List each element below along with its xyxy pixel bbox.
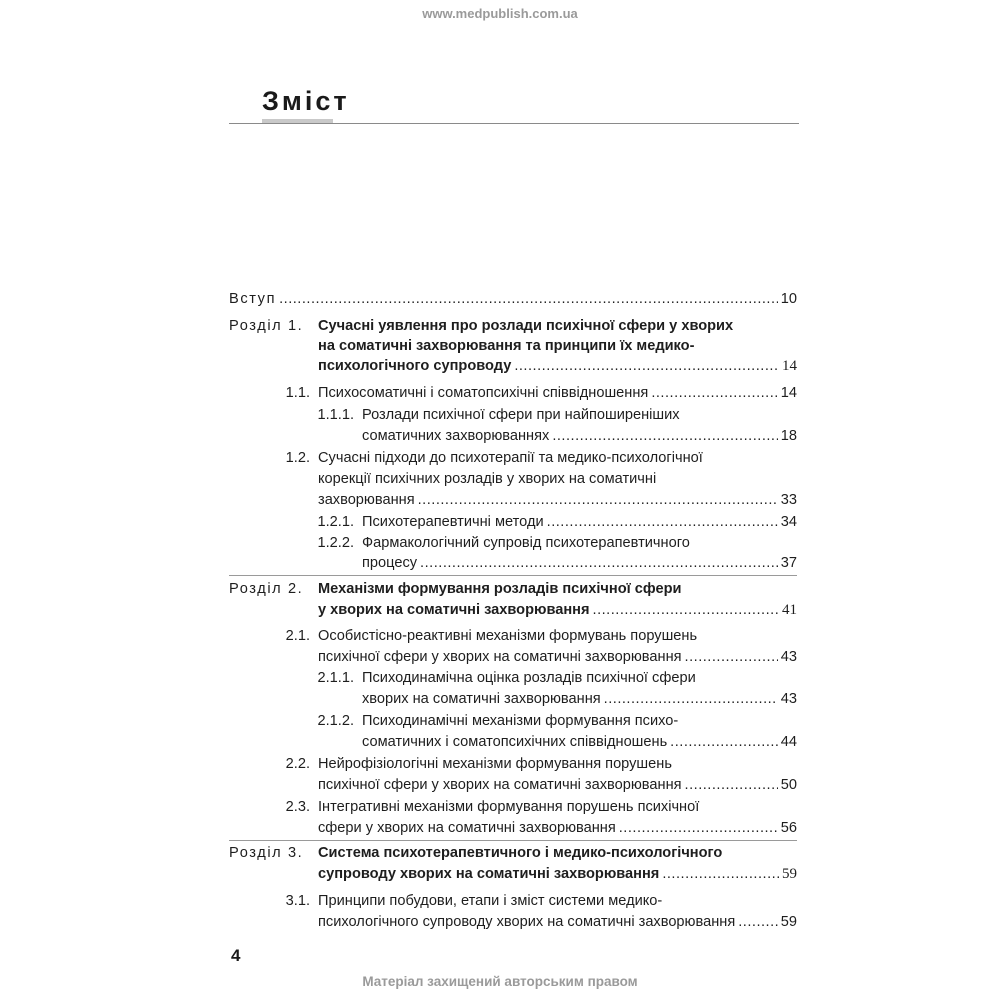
dot-leader [670, 732, 778, 752]
dot-leader [619, 818, 778, 838]
dot-leader [279, 289, 778, 309]
section-title-line: Механізми формування розладів психічної сфери [318, 581, 682, 597]
toc-entry [318, 775, 797, 795]
toc-intro-label: Вступ [229, 291, 277, 307]
toc-entry [318, 490, 797, 510]
dot-leader [604, 689, 778, 709]
toc-page: 37 [780, 555, 797, 571]
section-title-last-line [318, 864, 797, 884]
entry-text: Психотерапевтичні методи [362, 514, 544, 530]
toc-entry [362, 426, 797, 446]
dot-leader [593, 600, 779, 620]
entry-text: психологічного супроводу хворих на соматичні захворювання [318, 914, 736, 930]
toc-page: 33 [780, 492, 797, 508]
toc-entry [362, 689, 797, 709]
section-title-line: Система психотерапевтичного і медико-психологічного [318, 845, 723, 861]
entry-number: 1.2.1. [317, 514, 354, 530]
entry-text: Психодинамічні механізми формування психо- [362, 713, 679, 729]
entry-text: Нейрофізіологічні механізми формування порушень [318, 756, 672, 772]
entry-text: сфери у хворих на соматичні захворювання [318, 820, 616, 836]
entry-text: захворювання [318, 492, 415, 508]
site-url: www.medpublish.com.ua [422, 6, 578, 21]
dot-leader [685, 647, 778, 667]
entry-number: 1.1. [285, 385, 310, 401]
dot-leader [662, 864, 779, 884]
toc-entry [318, 818, 797, 838]
toc-entry [318, 912, 797, 932]
entry-text: Психосоматичні і соматопсихічні співвідношення [318, 385, 649, 401]
toc-page: 56 [780, 820, 797, 836]
section-title-last-line [318, 600, 797, 620]
toc-entry [362, 732, 797, 752]
page-number: 4 [231, 946, 241, 965]
copyright-notice: Матеріал захищений авторським правом [362, 974, 638, 989]
dot-leader [547, 512, 778, 532]
toc-page: 14 [780, 385, 797, 401]
entry-text: Психодинамічна оцінка розладів психічної сфери [362, 670, 696, 686]
toc-page: 14 [782, 358, 797, 374]
entry-text: Принципи побудови, етапи і зміст системи медико- [318, 893, 663, 909]
toc-page: 44 [780, 734, 797, 750]
toc-page: 41 [782, 602, 797, 618]
entry-text: Фармакологічний супровід психотерапевтичного [362, 535, 690, 551]
toc-page: 18 [780, 428, 797, 444]
toc-intro [229, 289, 797, 309]
entry-text: соматичних захворюваннях [362, 428, 550, 444]
entry-text: Сучасні підходи до психотерапії та медико-психологічної [318, 450, 703, 466]
dot-leader [418, 490, 778, 510]
entry-number: 2.3. [285, 799, 310, 815]
toc-entry [362, 553, 797, 573]
entry-text: психічної сфери у хворих на соматичні захворювання [318, 777, 682, 793]
page-title: Зміст [262, 86, 350, 116]
section-title-last-line [318, 356, 797, 376]
section-divider [229, 575, 797, 576]
section-title-line: супроводу хворих на соматичні захворювання [318, 866, 660, 882]
entry-number: 2.1.2. [317, 713, 354, 729]
section-title-line: психологічного супроводу [318, 358, 512, 374]
dot-leader [685, 775, 778, 795]
toc-page: 43 [780, 691, 797, 707]
entry-text: психічної сфери у хворих на соматичні захворювання [318, 649, 682, 665]
entry-text: Розлади психічної сфери при найпоширеніших [362, 407, 680, 423]
entry-number: 2.1. [285, 628, 310, 644]
entry-number: 1.2.2. [317, 535, 354, 551]
toc-page: 34 [780, 514, 797, 530]
section-label: Розділ 1. [229, 318, 304, 334]
entry-number: 2.1.1. [317, 670, 354, 686]
entry-text: Особистісно-реактивні механізми формувань порушень [318, 628, 698, 644]
entry-text: процесу [362, 555, 418, 571]
entry-text: Інтегративні механізми формування порушень психічної [318, 799, 700, 815]
toc-page: 50 [780, 777, 797, 793]
toc-page: 59 [780, 914, 797, 930]
entry-text: корекції психічних розладів у хворих на соматичні [318, 471, 657, 487]
toc-entry [362, 512, 797, 532]
section-title-line: на соматичні захворювання та принципи їх медико- [318, 338, 695, 354]
section-title-line: у хворих на соматичні захворювання [318, 602, 590, 618]
toc-entry [318, 647, 797, 667]
section-title-line: Сучасні уявлення про розлади психічної сфери у хворих [318, 318, 734, 334]
toc-entry [318, 383, 797, 403]
dot-leader [738, 912, 778, 932]
toc-page: 59 [782, 866, 797, 882]
dot-leader [514, 356, 779, 376]
entry-text: хворих на соматичні захворювання [362, 691, 601, 707]
toc-page: 10 [780, 291, 797, 307]
entry-text: соматичних і соматопсихічних співвідношень [362, 734, 668, 750]
dot-leader [420, 553, 778, 573]
entry-number: 3.1. [285, 893, 310, 909]
entry-number: 2.2. [285, 756, 310, 772]
section-label: Розділ 2. [229, 581, 304, 597]
toc-page: 43 [780, 649, 797, 665]
dot-leader [552, 426, 777, 446]
entry-number: 1.2. [285, 450, 310, 466]
section-divider [229, 840, 797, 841]
entry-number: 1.1.1. [317, 407, 354, 423]
dot-leader [651, 383, 777, 403]
section-label: Розділ 3. [229, 845, 304, 861]
